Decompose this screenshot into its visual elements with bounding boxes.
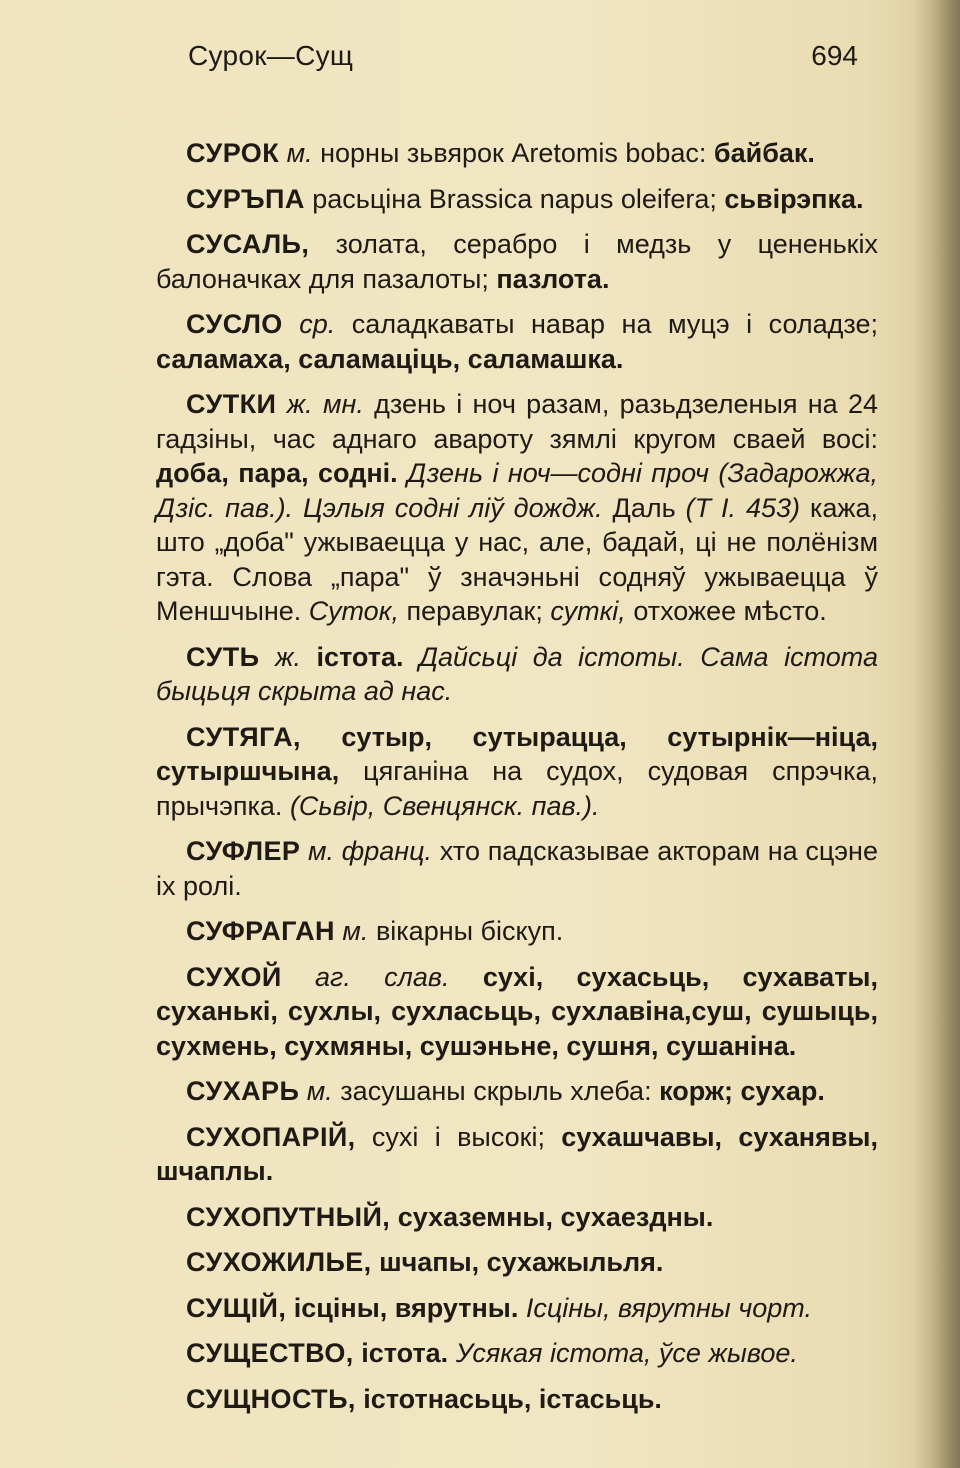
entry-equivalent: сухаземны, сухаездны. [397,1201,714,1232]
entry-text: норны зьвярок Aretomis bobac: [312,138,714,168]
dictionary-entry [156,914,878,949]
entry-italic-text: аг. слав. [314,961,450,992]
entry-headword: СУХОПУТНЫЙ, [186,1201,391,1232]
entry-headword: СУТКИ [186,389,277,419]
entry-italic-text: ср. [299,309,336,339]
dictionary-entry [156,1382,878,1417]
dictionary-entry [156,1120,878,1189]
page-spine-shadow [914,0,960,1468]
entry-text: расьціна Brassica napus oleifera; [304,183,725,214]
entry-equivalent: істота. [316,641,404,672]
dictionary-entry [156,387,878,629]
entry-headword: СУХОЙ [186,961,282,992]
entry-equivalent: сухашчавы, суханявы, шчаплы. [156,1121,878,1186]
dictionary-entry [156,227,878,296]
entry-text [404,642,420,672]
entry-equivalent: сутыр, сутырацца, сутырнік—ніца, сутыршчына, [156,721,878,786]
entry-text [448,1338,456,1368]
dictionary-entry [156,720,878,824]
entry-text [300,836,308,866]
entry-italic-text: м. [286,138,313,168]
entry-headword: СУХОПАРІЙ, [186,1121,356,1152]
entry-equivalent: саламаха, саламаціць, саламашка. [156,343,624,374]
entry-headword: СУФЛЕР [186,836,301,866]
entry-text [282,962,315,992]
entry-text [518,1293,526,1323]
entry-equivalent: байбак. [713,138,815,168]
dictionary-entry [156,1200,878,1235]
entry-text: Даль [602,492,686,523]
entry-text: перавулак; [398,596,551,626]
entry-italic-text: (Сьвір, Свенцянск. пав.). [289,790,600,821]
entry-equivalent: доба, пара, содні. [156,458,398,488]
entry-text [279,138,287,168]
entry-italic-text: м. франц. [307,836,433,866]
entry-text [390,1202,398,1232]
dictionary-entry [156,1074,878,1109]
entry-text: хто падсказывае акторам на сцэне іх ролі. [156,836,878,901]
page-number: 694 [811,40,858,71]
entry-headword: СУЩНОСТЬ, [186,1383,356,1414]
entry-headword: СУТЯГА, [186,721,301,752]
entry-text: засушаны скрыль хлеба: [332,1076,660,1106]
entry-italic-text: м. [342,916,369,946]
entry-headword: СУРЪПА [186,183,305,214]
dictionary-entries [156,136,878,1427]
entry-text: золата, серабро і медзь у цененькіх балоначках для пазалоты; [156,229,878,294]
entry-text [286,1293,294,1323]
entry-text: кажа, што „доба" ужываецца у нас, але, бадай, ці не полёнізм гэта. Слова „пара" ў значэньні содняў ужываецца ў Меншчыне. [156,492,878,626]
entry-text [372,1247,380,1277]
page-header [188,40,858,80]
entry-equivalent: сухі, сухасьць, сухаваты, суханькі, сухлы, сухласьць, сухлавіна,суш, сушыць, сухмень, сухмяны, сушэньне, сушня, сушаніна. [156,961,878,1061]
entry-italic-text: ж. [274,641,302,672]
entry-headword: СУСАЛЬ, [186,229,310,259]
entry-headword: СУХОЖИЛЬЕ, [186,1247,372,1277]
dictionary-entry [156,1245,878,1280]
entry-italic-text: м. [306,1076,333,1106]
dictionary-entry [156,1291,878,1326]
dictionary-entry [156,834,878,903]
dictionary-entry [156,1336,878,1371]
entry-headword: СУТЬ [186,641,260,672]
entry-text [398,458,407,488]
entry-italic-text: Дзень і ноч—содні проч (Задарожжа, Дзіс. пав.). Цэлыя содні ліў дождж. [156,458,878,523]
entry-headword: СУЩЕСТВО, [186,1338,354,1368]
entry-headword: СУРОК [186,138,280,168]
entry-headword: СУФРАГАН [186,916,335,946]
entry-text [276,389,286,419]
entry-text: сухі і высокі; [355,1121,562,1152]
entry-text [299,1076,307,1106]
entry-text: дзень і ноч разам, разьдзеленыя на 24 гадзіны, час аднаго авароту зямлі кругом сваей восі: [156,389,878,454]
entry-text [449,962,482,992]
entry-italic-text: Дайсьці да істоты. Сама істота быцьця скрыта ад нас. [156,641,878,706]
entry-equivalent: істотнасьць, істасьць. [363,1383,662,1414]
entry-text: отхожее мѣсто. [625,596,827,626]
entry-equivalent: ісціны, вярутны. [293,1292,519,1323]
entry-italic-text: суткі, [550,596,626,626]
dictionary-entry [156,307,878,376]
dictionary-entry [156,640,878,709]
entry-italic-text: ж. мн. [286,389,364,419]
entry-headword: СУХАРЬ [186,1076,300,1106]
entry-equivalent: істота. [361,1338,449,1368]
entry-italic-text: Ісціны, вярутны чорт. [525,1292,812,1323]
entry-text [283,309,300,339]
entry-italic-text: (Т І. 453) [685,492,801,523]
dictionary-entry [156,960,878,1064]
entry-equivalent: пазлота. [496,263,610,294]
entry-equivalent: корж; сухар. [659,1076,825,1106]
entry-headword: СУЩІЙ, [186,1292,287,1323]
entry-equivalent: шчапы, сухажыльля. [379,1247,664,1277]
entry-equivalent: сьвірэпка. [724,183,864,214]
entry-text [259,642,275,672]
entry-text: цяганіна на судох, судовая спрэчка, прычэпка. [156,756,878,821]
entry-text [301,722,342,752]
entry-text: вікарны біскуп. [368,916,564,946]
entry-headword: СУСЛО [186,309,283,339]
running-head: Сурок—Сущ [188,40,354,71]
dictionary-entry [156,136,878,171]
entry-italic-text: Суток, [308,596,399,626]
dictionary-entry [156,182,878,217]
entry-text [301,642,317,672]
entry-text: саладкаваты навар на муцэ і соладзе; [335,309,878,339]
entry-italic-text: Усякая істота, ўсе жывое. [455,1338,798,1368]
